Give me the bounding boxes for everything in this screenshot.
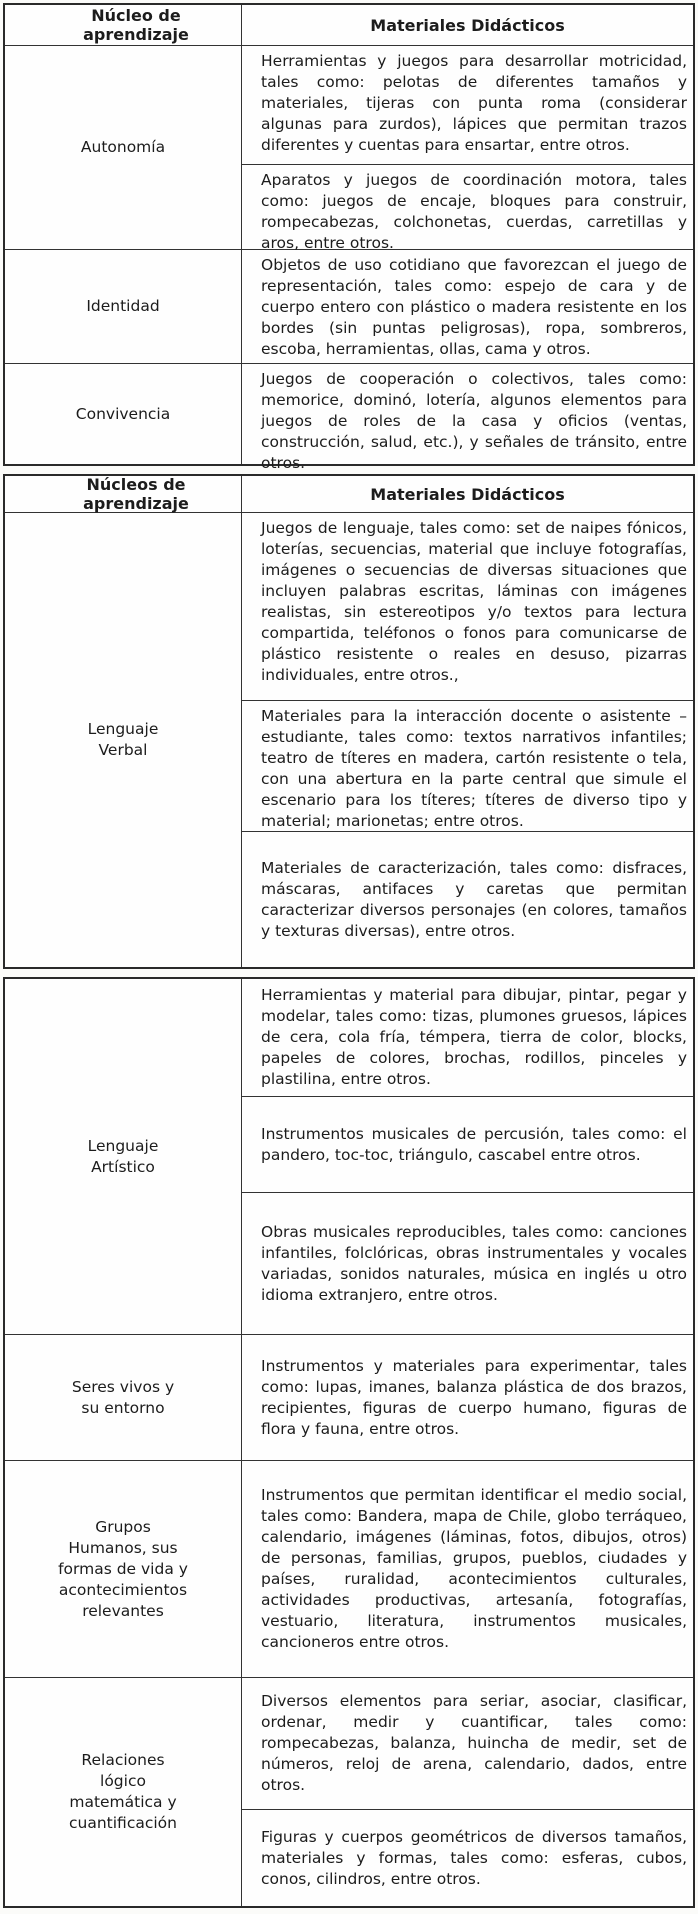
cell-lenguaje-artistico-1: Herramientas y material para dibujar, pintar, pegar y modelar, tales como: tizas, plumones gruesos, lápices de cera, cola fría, témpera, tierra de color, blocks, papeles de colores, brochas, rodillos, pinceles y plastilina, entre otros. — [261, 986, 687, 1088]
cell-lenguaje-artistico-2: Instrumentos musicales de percusión, tales como: el pandero, toc-toc, triángulo, cascabel entre otros. — [242, 1096, 693, 1192]
row-label-lenguaje-verbal: Lenguaje Verbal — [5, 513, 242, 967]
table-row-seres-vivos — [5, 1334, 693, 1460]
table2-header-materiales — [242, 476, 693, 512]
cell-autonomia-1: Herramientas y juegos para desarrollar motricidad, tales como: pelotas de diferentes tamaños y materiales, tijeras con punta roma (considerar algunas para zurdos), lápices que permitan trazos diferentes y cuentas para ensartar, entre otros. — [261, 52, 687, 154]
table-row-convivencia — [5, 363, 693, 472]
row-label-lenguaje-artistico: Lenguaje Artístico — [5, 979, 242, 1334]
table1-header-materiales-label: Materiales Didácticos — [370, 15, 565, 35]
cell-lenguaje-verbal-2: Materiales para la interacción docente o asistente – estudiante, tales como: textos narrativos infantiles; teatro de títeres en madera, cartón resistente o tela, con una abertura en la parte central que simule el escenario para los títeres; títeres de diverso tipo y material; marionetas; entre otros. — [242, 700, 693, 831]
cell-lenguaje-artistico-3: Obras musicales reproducibles, tales como: canciones infantiles, folclóricas, obras instrumentales y vocales variadas, sonidos naturales, música en inglés u otro idioma extranjero, entre otros. — [242, 1192, 693, 1334]
table-row-autonomia — [5, 45, 693, 252]
cell-seres-vivos-1: Instrumentos y materiales para experimentar, tales como: lupas, imanes, balanza plástica de dos brazos, recipientes, figuras de cuerpo humano, figuras de flora y fauna, entre otros. — [261, 1356, 687, 1438]
table1-header-row — [5, 5, 693, 45]
cell-autonomia-2: Aparatos y juegos de coordinación motora, tales como: juegos de encaje, bloques para construir, rompecabezas, colchonetas, cuerdas, carretillas y aros, entre otros. — [242, 164, 693, 249]
cell-grupos-humanos-1: Instrumentos que permitan identificar el medio social, tales como: Bandera, mapa de Chile, globo terráqueo, calendario, imágenes (láminas, fotos, dibujos, otros) de personas, familias, grupos, pueblos, ciudades y países, ruralidad, acontecimientos culturales, actividades productivas, artesanía, fotografías, vestuario, literatura, instrumentos musicales, cancioneros entre otros. — [261, 1486, 687, 1651]
row-label-convivencia: Convivencia — [5, 364, 242, 464]
row-label-grupos-humanos: Grupos Humanos, sus formas de vida y acontecimientos relevantes — [5, 1461, 242, 1677]
row-label-relaciones-logico-matematica: Relaciones lógico matemática y cuantificación — [5, 1678, 242, 1906]
table-nucleos-aprendizaje-2 — [3, 474, 695, 969]
table-row-relaciones-logico-matematica — [5, 1677, 693, 1906]
cell-identidad-1: Objetos de uso cotidiano que favorezcan el juego de representación, tales como: espejo de cara y de cuerpo entero con plástico o madera resistente en los bordes (sin puntas peligrosas), ropa, sombreros, escoba, herramientas, ollas, cama y otros. — [261, 256, 687, 358]
table1-header-nucleo-label: Núcleo de aprendizaje — [83, 6, 189, 44]
cell-relaciones-2: Figuras y cuerpos geométricos de diversos tamaños, materiales y formas, tales como: esferas, cubos, conos, cilindros, entre otros. — [242, 1809, 693, 1906]
table-row-grupos-humanos — [5, 1460, 693, 1677]
cell-lenguaje-verbal-3: Materiales de caracterización, tales como: disfraces, máscaras, antifaces y caretas que permitan caracterizar diversos personajes (en colores, tamaños y texturas diversas), entre otros. — [242, 831, 693, 967]
cell-relaciones-1: Diversos elementos para seriar, asociar, clasificar, ordenar, medir y cuantificar, tales como: rompecabezas, balanza, huincha de medir, set de números, reloj de arena, calendario, dados, entre otros. — [261, 1692, 687, 1794]
row-label-identidad: Identidad — [5, 250, 242, 363]
table-row-identidad — [5, 249, 693, 363]
table-row-lenguaje-artistico — [5, 979, 693, 1334]
table-nucleo-aprendizaje-1 — [3, 3, 695, 472]
table-nucleos-aprendizaje-3 — [3, 977, 695, 1908]
cell-convivencia-1: Juegos de cooperación o colectivos, tales como: memorice, dominó, lotería, algunos elementos para juegos de roles de la casa y oficios (ventas, construcción, salud, etc.), y señales de tránsito, entre otros. — [261, 370, 687, 472]
table1-header-nucleo — [5, 5, 242, 45]
table2-header-nucleos-label: Núcleos de aprendizaje — [83, 475, 189, 513]
table1-header-materiales — [242, 5, 693, 45]
cell-lenguaje-verbal-1: Juegos de lenguaje, tales como: set de naipes fónicos, loterías, secuencias, material que incluye fotografías, imágenes o secuencias de diversas situaciones que incluyen palabras escritas, láminas con imágenes realistas, sin estereotipos y/o textos para lectura compartida, teléfonos o fonos para comunicarse de plástico resistente o reales en desuso, pizarras individuales, entre otros., — [261, 519, 687, 684]
table2-header-row — [5, 476, 693, 512]
row-label-autonomia: Autonomía — [5, 46, 242, 249]
row-label-seres-vivos: Seres vivos y su entorno — [5, 1335, 242, 1460]
table2-header-materiales-label: Materiales Didácticos — [370, 484, 565, 504]
table2-header-nucleos — [5, 476, 242, 512]
table-row-lenguaje-verbal — [5, 512, 693, 967]
